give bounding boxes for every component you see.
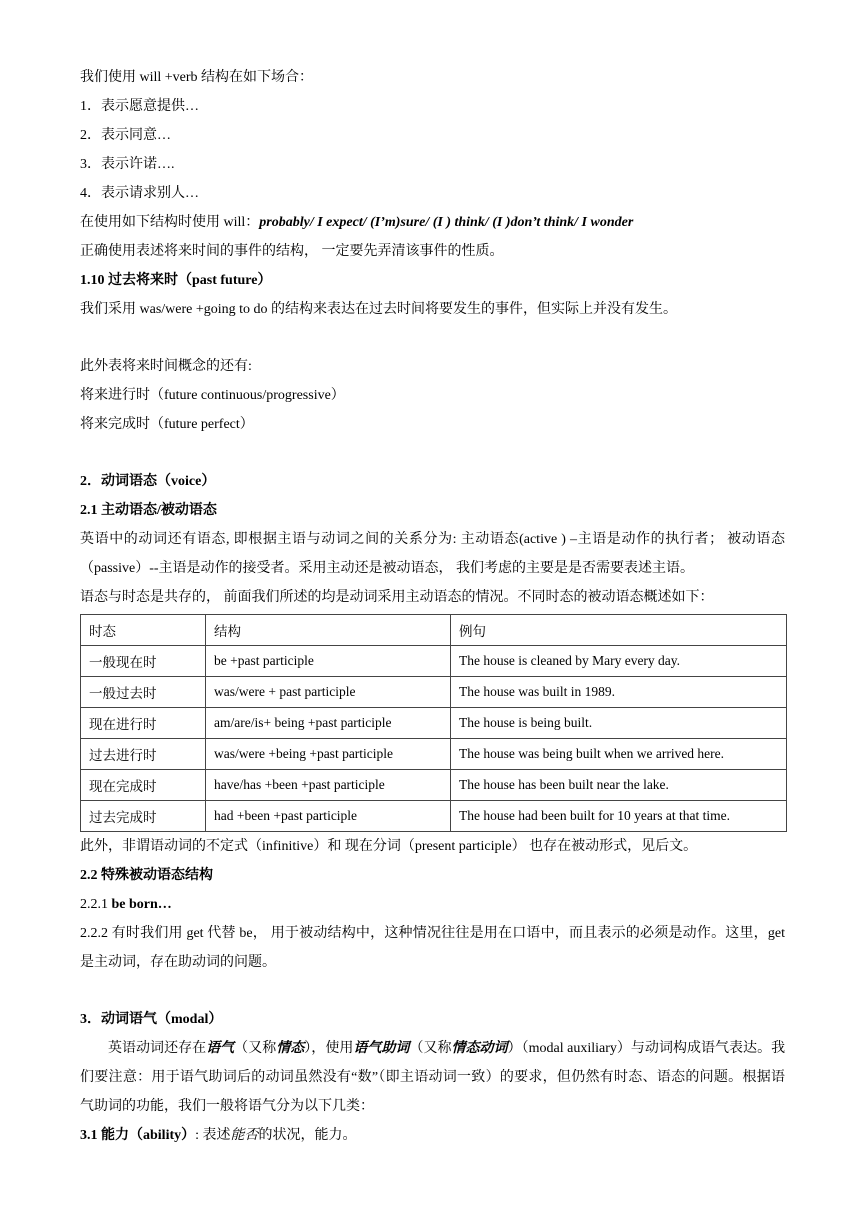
table-row <box>81 677 787 708</box>
subsection-heading-active-passive: 2.1 主动语态/被动语态 <box>80 503 217 518</box>
table-cell: The house was being built when we arrived here. <box>451 739 787 770</box>
table-row <box>81 801 787 832</box>
table-cell: am/are/is+ being +past participle <box>206 708 451 739</box>
table-cell: 过去完成时 <box>81 801 206 832</box>
table-cell: 一般过去时 <box>81 677 206 708</box>
table-header-row <box>81 615 787 646</box>
list-item: 将来完成时（future perfect） <box>80 417 254 432</box>
text-run-emphasis: 情态动词 <box>451 1041 508 1056</box>
table-cell: be +past participle <box>206 646 451 677</box>
table-row <box>81 739 787 770</box>
text-run-italic: 能否 <box>230 1128 259 1143</box>
table-header-cell: 例句 <box>451 615 787 646</box>
table-cell: The house is cleaned by Mary every day. <box>451 646 787 677</box>
table-intro: 语态与时态是共存的， 前面我们所述的均是动词采用主动语态的情况。不同时态的被动语态概述如下： <box>80 590 714 605</box>
modal-paragraph <box>80 1034 785 1121</box>
will-usage-structures <box>80 208 785 237</box>
will-usage-lead: 我们使用 will +verb 结构在如下场合： <box>80 70 314 85</box>
document-page <box>80 63 785 1150</box>
table-cell: 一般现在时 <box>81 646 206 677</box>
table-header-cell: 时态 <box>81 615 206 646</box>
table-row <box>81 646 787 677</box>
text-run: ），使用 <box>304 1041 354 1056</box>
table-cell: had +been +past participle <box>206 801 451 832</box>
item-number: 2.2.1 <box>80 897 112 912</box>
item-be-born <box>80 890 785 919</box>
table-cell: was/were +being +past participle <box>206 739 451 770</box>
text-run: （又称 <box>234 1041 277 1056</box>
item-get-passive: 2.2.2 有时我们用 get 代替 be， 用于被动结构中，这种情况往往是用在口语中，而且表示的必须是动作。这里，get 是主动词，存在助动词的问题。 <box>80 926 785 970</box>
table-cell: was/were + past participle <box>206 677 451 708</box>
text-run: 的状况，能力。 <box>258 1128 357 1143</box>
past-future-text: 我们采用 was/were +going to do 的结构来表达在过去时间将要发生的事件，但实际上并没有发生。 <box>80 302 678 317</box>
subsection-heading-special-passive: 2.2 特殊被动语态结构 <box>80 868 213 883</box>
table-cell: The house had been built for 10 years at that time. <box>451 801 787 832</box>
list-item: 2．表示同意… <box>80 128 171 143</box>
table-cell: The house has been built near the lake. <box>451 770 787 801</box>
text-run: 英语动词还存在 <box>108 1041 207 1056</box>
section-heading-voice: 2．动词语态（voice） <box>80 474 216 489</box>
ability-heading: 3.1 能力（ability） <box>80 1128 196 1143</box>
table-cell: 现在完成时 <box>81 770 206 801</box>
text-run: : 表述 <box>195 1128 231 1143</box>
table-cell: The house is being built. <box>451 708 787 739</box>
text-run: ）（modal auxiliary）与动词构成语气表达。我们要注意：用于语气助词后的动词虽然没有“数”（即主语动词一致）的要求，但仍然有时态、语态的问题。根据语气助词的功能，我们一般将语气分为以下几类： <box>80 1041 786 1114</box>
table-cell: 现在进行时 <box>81 708 206 739</box>
usage-phrases: probably/ I expect/ (I’m)sure/ (I ) think/ (I )don’t think/ I wonder <box>259 215 634 230</box>
usage-prefix: 在使用如下结构时使用 will： <box>80 215 260 230</box>
table-cell: have/has +been +past participle <box>206 770 451 801</box>
text-run: （又称 <box>409 1041 452 1056</box>
table-cell: 过去进行时 <box>81 739 206 770</box>
text-run-emphasis: 情态 <box>276 1041 305 1056</box>
section-heading-past-future: 1.10 过去将来时（past future） <box>80 273 272 288</box>
text-run-emphasis: 语气 <box>206 1041 235 1056</box>
text-run-emphasis: 语气助词 <box>353 1041 410 1056</box>
table-cell: The house was built in 1989. <box>451 677 787 708</box>
passive-voice-table <box>80 614 787 832</box>
list-item: 3．表示许诺…. <box>80 157 175 172</box>
table-header-cell: 结构 <box>206 615 451 646</box>
after-table-text: 此外，非谓语动词的不定式（infinitive）和 现在分词（present participle） 也存在被动形式，见后文。 <box>80 839 698 854</box>
list-item: 将来进行时（future continuous/progressive） <box>80 388 345 403</box>
ability-line <box>80 1121 785 1150</box>
advice-text: 正确使用表述将来时间的事件的结构， 一定要先弄清该事件的性质。 <box>80 244 504 259</box>
list-item: 1．表示愿意提供… <box>80 99 199 114</box>
item-title: be born… <box>111 897 172 912</box>
voice-paragraph: 英语中的动词还有语态, 即根据主语与动词之间的关系分为: 主动语态(active ) –主语是动作的执行者； 被动语态（passive）--主语是动作的接受者。采用主动还是被动语态， 我们考虑的主要是是否需要表述主语。 <box>80 532 785 576</box>
section-heading-modal: 3．动词语气（modal） <box>80 1012 223 1027</box>
other-future-lead: 此外表将来时间概念的还有: <box>80 359 252 374</box>
table-row <box>81 708 787 739</box>
list-item: 4．表示请求别人… <box>80 186 199 201</box>
table-row <box>81 770 787 801</box>
